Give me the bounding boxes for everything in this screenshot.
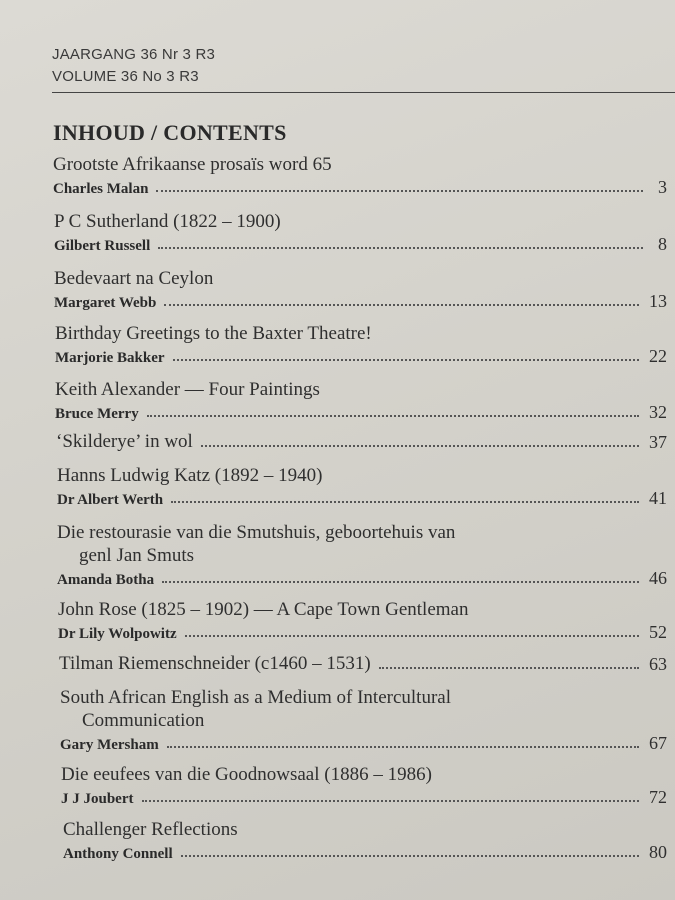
toc-entry <box>59 652 667 675</box>
entry-byline <box>55 345 667 367</box>
dot-leader <box>147 415 639 417</box>
entry-author: Amanda Botha <box>57 572 155 588</box>
entry-title: Die eeufees van die Goodnowsaal (1886 – 1986) <box>61 764 432 785</box>
entry-title-continuation: genl Jan Smuts <box>79 545 195 566</box>
entry-title: John Rose (1825 – 1902) — A Cape Town Gentleman <box>58 599 469 620</box>
entry-byline <box>57 567 667 589</box>
dot-leader <box>158 247 643 249</box>
entry-byline <box>55 401 667 423</box>
toc-entry <box>55 322 667 367</box>
entry-author: Bruce Merry <box>55 406 139 422</box>
entry-byline <box>60 732 667 754</box>
entry-page-number: 37 <box>649 432 667 452</box>
entry-byline <box>58 621 667 643</box>
entry-title-line: Die restourasie van die Smutshuis, geboortehuis van <box>57 522 456 543</box>
dot-leader <box>167 746 639 748</box>
entry-page-number: 41 <box>649 488 667 508</box>
entry-title-line: South African English as a Medium of Intercultural <box>60 687 451 708</box>
entry-author: J J Joubert <box>61 791 134 807</box>
entry-title: ‘Skilderye’ in wol <box>56 431 193 452</box>
entry-page-number: 32 <box>649 402 667 422</box>
toc-entry <box>54 267 667 312</box>
dot-leader <box>162 581 639 583</box>
toc-entry <box>63 818 667 863</box>
header-rule <box>52 92 675 93</box>
entry-page-number: 63 <box>649 654 667 674</box>
entry-title: Challenger Reflections <box>63 819 238 840</box>
entry-page-number: 3 <box>658 177 667 197</box>
entry-author: Charles Malan <box>53 181 149 197</box>
entry-byline <box>54 233 667 255</box>
entry-page-number: 13 <box>649 291 667 311</box>
entry-page-number: 22 <box>649 346 667 366</box>
dot-leader <box>201 445 639 447</box>
dot-leader <box>181 855 639 857</box>
entry-title: Hanns Ludwig Katz (1892 – 1940) <box>57 465 323 486</box>
toc-entry <box>58 598 667 643</box>
masthead-line-afrikaans: JAARGANG 36 Nr 3 R3 <box>52 46 216 63</box>
entry-byline <box>63 841 667 863</box>
entry-author: Gilbert Russell <box>54 238 151 254</box>
entry-author: Marjorie Bakker <box>55 350 165 366</box>
toc-entry <box>55 378 667 423</box>
dot-leader <box>173 359 639 361</box>
entry-title: Bedevaart na Ceylon <box>54 268 214 289</box>
entry-title: P C Sutherland (1822 – 1900) <box>54 211 281 232</box>
entry-byline <box>57 487 667 509</box>
entry-title <box>60 686 667 732</box>
toc-entry <box>53 153 667 198</box>
entry-title <box>57 521 667 567</box>
entry-page-number: 72 <box>649 787 667 807</box>
masthead <box>52 44 215 88</box>
toc-entry <box>57 521 667 589</box>
dot-leader <box>142 800 640 802</box>
entry-page-number: 46 <box>649 568 667 588</box>
toc-entry <box>54 210 667 255</box>
entry-author: Margaret Webb <box>54 295 157 311</box>
entry-page-number: 80 <box>649 842 667 862</box>
entry-title: Keith Alexander — Four Paintings <box>55 379 320 400</box>
toc-entry <box>57 464 667 509</box>
toc-entry <box>61 763 667 808</box>
toc-entry <box>60 686 667 754</box>
entry-byline <box>61 786 667 808</box>
dot-leader <box>164 304 639 306</box>
entry-title-continuation: Communication <box>82 710 205 731</box>
entry-byline <box>54 290 667 312</box>
entry-author: Dr Albert Werth <box>57 492 164 508</box>
entry-page-number: 52 <box>649 622 667 642</box>
masthead-line-english: VOLUME 36 No 3 R3 <box>52 68 199 85</box>
dot-leader <box>171 501 639 503</box>
contents-heading: INHOUD / CONTENTS <box>53 120 287 145</box>
entry-author: Anthony Connell <box>63 846 173 862</box>
entry-page-number: 67 <box>649 733 667 753</box>
entry-author: Gary Mersham <box>60 737 159 753</box>
entry-author: Dr Lily Wolpowitz <box>58 626 177 642</box>
entry-title: Grootste Afrikaanse prosaïs word 65 <box>53 154 332 175</box>
entry-title: Birthday Greetings to the Baxter Theatre! <box>55 323 372 344</box>
entry-page-number: 8 <box>658 234 667 254</box>
dot-leader <box>156 190 643 192</box>
dot-leader <box>185 635 639 637</box>
entry-title: Tilman Riemenschneider (c1460 – 1531) <box>59 653 371 674</box>
dot-leader <box>379 667 639 669</box>
toc-entry <box>56 430 667 453</box>
entry-byline <box>53 176 667 198</box>
